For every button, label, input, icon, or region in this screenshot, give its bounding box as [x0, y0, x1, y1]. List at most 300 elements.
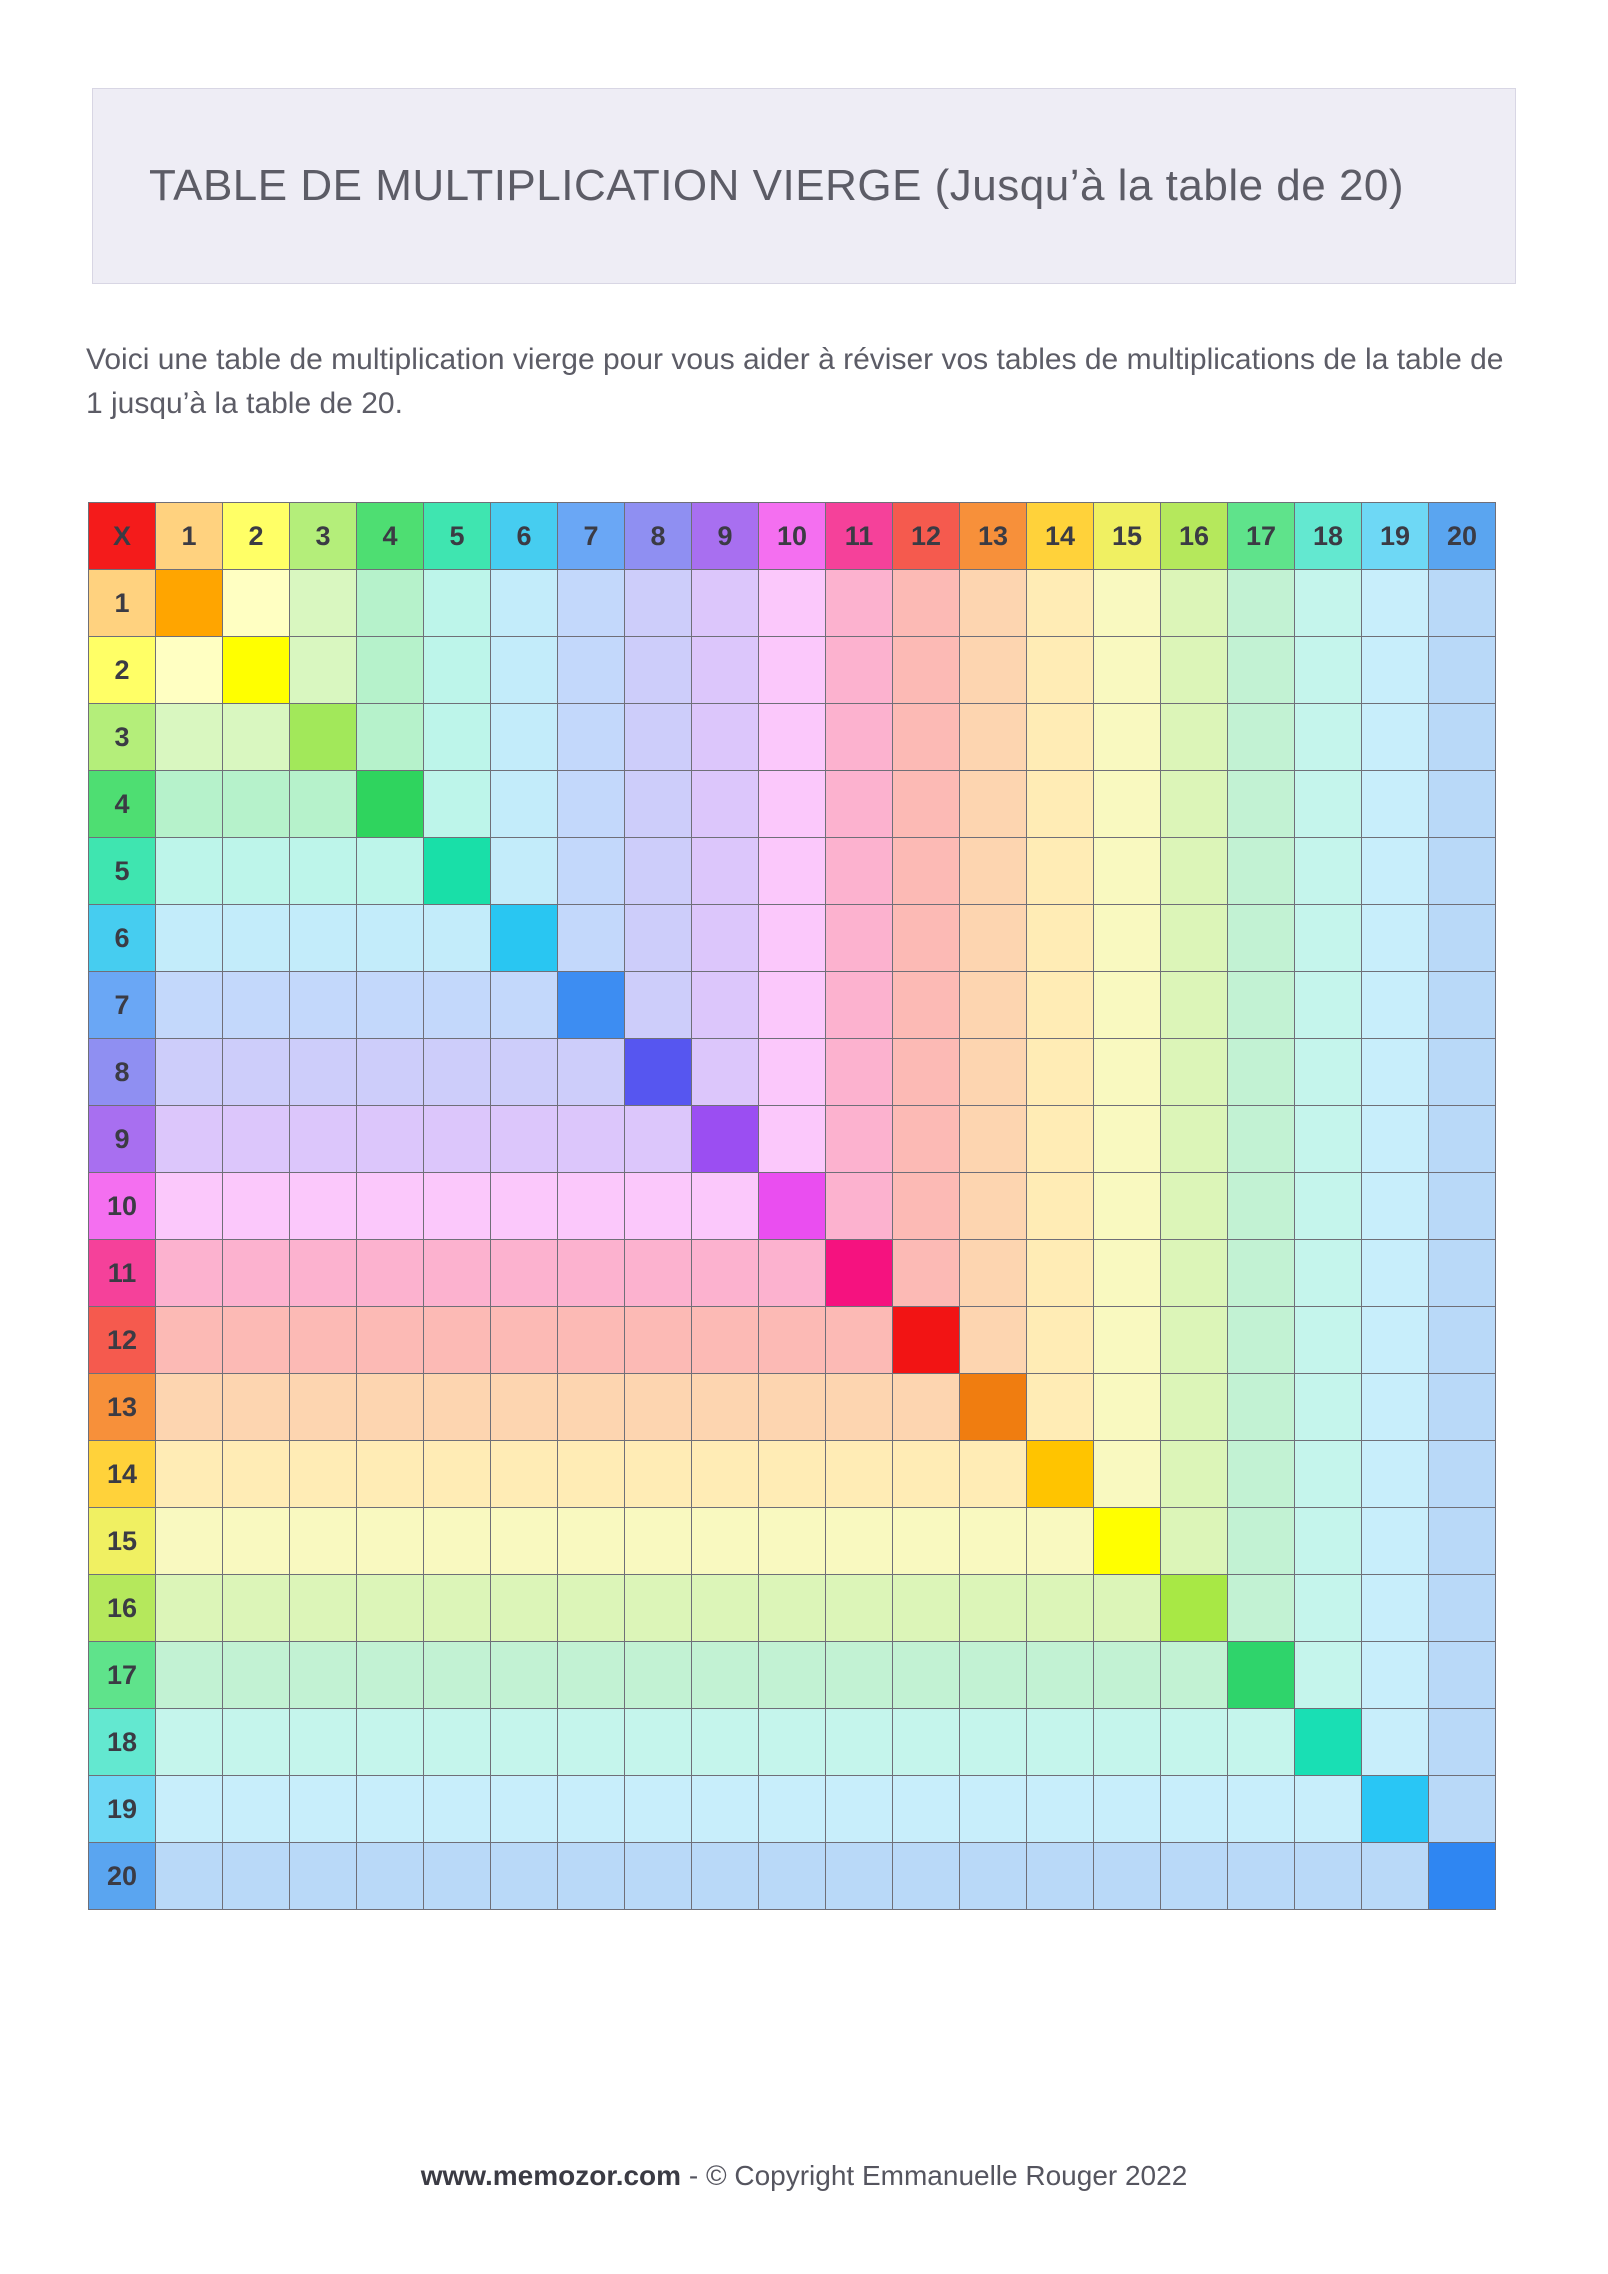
- cell-11x11[interactable]: [826, 1240, 893, 1307]
- cell-3x9[interactable]: [692, 704, 759, 771]
- cell-6x3[interactable]: [290, 905, 357, 972]
- cell-20x7[interactable]: [558, 1843, 625, 1910]
- cell-6x17[interactable]: [1228, 905, 1295, 972]
- cell-3x1[interactable]: [156, 704, 223, 771]
- cell-2x13[interactable]: [960, 637, 1027, 704]
- cell-7x4[interactable]: [357, 972, 424, 1039]
- cell-3x4[interactable]: [357, 704, 424, 771]
- cell-10x10[interactable]: [759, 1173, 826, 1240]
- cell-3x14[interactable]: [1027, 704, 1094, 771]
- cell-17x16[interactable]: [1161, 1642, 1228, 1709]
- cell-6x18[interactable]: [1295, 905, 1362, 972]
- cell-13x15[interactable]: [1094, 1374, 1161, 1441]
- cell-10x20[interactable]: [1429, 1173, 1496, 1240]
- cell-14x12[interactable]: [893, 1441, 960, 1508]
- cell-5x15[interactable]: [1094, 838, 1161, 905]
- cell-4x19[interactable]: [1362, 771, 1429, 838]
- cell-12x19[interactable]: [1362, 1307, 1429, 1374]
- cell-20x18[interactable]: [1295, 1843, 1362, 1910]
- cell-9x18[interactable]: [1295, 1106, 1362, 1173]
- cell-12x16[interactable]: [1161, 1307, 1228, 1374]
- cell-3x7[interactable]: [558, 704, 625, 771]
- cell-10x7[interactable]: [558, 1173, 625, 1240]
- cell-15x2[interactable]: [223, 1508, 290, 1575]
- cell-5x2[interactable]: [223, 838, 290, 905]
- cell-1x8[interactable]: [625, 570, 692, 637]
- cell-7x17[interactable]: [1228, 972, 1295, 1039]
- cell-7x1[interactable]: [156, 972, 223, 1039]
- cell-19x18[interactable]: [1295, 1776, 1362, 1843]
- cell-9x16[interactable]: [1161, 1106, 1228, 1173]
- cell-6x10[interactable]: [759, 905, 826, 972]
- cell-4x12[interactable]: [893, 771, 960, 838]
- cell-16x17[interactable]: [1228, 1575, 1295, 1642]
- cell-1x1[interactable]: [156, 570, 223, 637]
- cell-18x18[interactable]: [1295, 1709, 1362, 1776]
- cell-6x12[interactable]: [893, 905, 960, 972]
- cell-5x8[interactable]: [625, 838, 692, 905]
- cell-10x3[interactable]: [290, 1173, 357, 1240]
- cell-1x4[interactable]: [357, 570, 424, 637]
- cell-14x5[interactable]: [424, 1441, 491, 1508]
- cell-2x5[interactable]: [424, 637, 491, 704]
- cell-20x19[interactable]: [1362, 1843, 1429, 1910]
- cell-19x12[interactable]: [893, 1776, 960, 1843]
- cell-20x16[interactable]: [1161, 1843, 1228, 1910]
- cell-8x2[interactable]: [223, 1039, 290, 1106]
- cell-10x16[interactable]: [1161, 1173, 1228, 1240]
- cell-17x11[interactable]: [826, 1642, 893, 1709]
- cell-17x18[interactable]: [1295, 1642, 1362, 1709]
- cell-8x4[interactable]: [357, 1039, 424, 1106]
- cell-13x13[interactable]: [960, 1374, 1027, 1441]
- cell-14x8[interactable]: [625, 1441, 692, 1508]
- cell-16x4[interactable]: [357, 1575, 424, 1642]
- cell-7x20[interactable]: [1429, 972, 1496, 1039]
- cell-1x2[interactable]: [223, 570, 290, 637]
- cell-15x8[interactable]: [625, 1508, 692, 1575]
- cell-8x3[interactable]: [290, 1039, 357, 1106]
- cell-17x8[interactable]: [625, 1642, 692, 1709]
- cell-15x15[interactable]: [1094, 1508, 1161, 1575]
- cell-2x16[interactable]: [1161, 637, 1228, 704]
- cell-4x13[interactable]: [960, 771, 1027, 838]
- cell-18x7[interactable]: [558, 1709, 625, 1776]
- cell-16x14[interactable]: [1027, 1575, 1094, 1642]
- cell-15x20[interactable]: [1429, 1508, 1496, 1575]
- cell-20x3[interactable]: [290, 1843, 357, 1910]
- cell-20x20[interactable]: [1429, 1843, 1496, 1910]
- cell-14x15[interactable]: [1094, 1441, 1161, 1508]
- cell-16x5[interactable]: [424, 1575, 491, 1642]
- cell-5x11[interactable]: [826, 838, 893, 905]
- cell-12x17[interactable]: [1228, 1307, 1295, 1374]
- cell-13x2[interactable]: [223, 1374, 290, 1441]
- cell-3x15[interactable]: [1094, 704, 1161, 771]
- cell-8x8[interactable]: [625, 1039, 692, 1106]
- cell-11x2[interactable]: [223, 1240, 290, 1307]
- cell-3x13[interactable]: [960, 704, 1027, 771]
- cell-7x8[interactable]: [625, 972, 692, 1039]
- cell-16x15[interactable]: [1094, 1575, 1161, 1642]
- cell-10x1[interactable]: [156, 1173, 223, 1240]
- cell-16x10[interactable]: [759, 1575, 826, 1642]
- cell-14x17[interactable]: [1228, 1441, 1295, 1508]
- cell-3x10[interactable]: [759, 704, 826, 771]
- cell-15x13[interactable]: [960, 1508, 1027, 1575]
- cell-11x7[interactable]: [558, 1240, 625, 1307]
- cell-5x19[interactable]: [1362, 838, 1429, 905]
- cell-8x19[interactable]: [1362, 1039, 1429, 1106]
- cell-4x7[interactable]: [558, 771, 625, 838]
- cell-12x13[interactable]: [960, 1307, 1027, 1374]
- cell-8x1[interactable]: [156, 1039, 223, 1106]
- cell-17x4[interactable]: [357, 1642, 424, 1709]
- cell-9x2[interactable]: [223, 1106, 290, 1173]
- cell-12x3[interactable]: [290, 1307, 357, 1374]
- cell-8x9[interactable]: [692, 1039, 759, 1106]
- cell-13x12[interactable]: [893, 1374, 960, 1441]
- cell-4x14[interactable]: [1027, 771, 1094, 838]
- cell-14x14[interactable]: [1027, 1441, 1094, 1508]
- cell-17x15[interactable]: [1094, 1642, 1161, 1709]
- cell-11x8[interactable]: [625, 1240, 692, 1307]
- cell-11x17[interactable]: [1228, 1240, 1295, 1307]
- cell-1x14[interactable]: [1027, 570, 1094, 637]
- cell-18x15[interactable]: [1094, 1709, 1161, 1776]
- cell-5x18[interactable]: [1295, 838, 1362, 905]
- cell-1x3[interactable]: [290, 570, 357, 637]
- cell-6x13[interactable]: [960, 905, 1027, 972]
- cell-5x16[interactable]: [1161, 838, 1228, 905]
- cell-3x12[interactable]: [893, 704, 960, 771]
- cell-12x9[interactable]: [692, 1307, 759, 1374]
- cell-16x1[interactable]: [156, 1575, 223, 1642]
- cell-18x5[interactable]: [424, 1709, 491, 1776]
- cell-6x2[interactable]: [223, 905, 290, 972]
- cell-11x14[interactable]: [1027, 1240, 1094, 1307]
- cell-6x9[interactable]: [692, 905, 759, 972]
- cell-5x10[interactable]: [759, 838, 826, 905]
- cell-19x9[interactable]: [692, 1776, 759, 1843]
- cell-10x19[interactable]: [1362, 1173, 1429, 1240]
- cell-2x4[interactable]: [357, 637, 424, 704]
- cell-10x9[interactable]: [692, 1173, 759, 1240]
- cell-12x14[interactable]: [1027, 1307, 1094, 1374]
- cell-5x13[interactable]: [960, 838, 1027, 905]
- cell-8x17[interactable]: [1228, 1039, 1295, 1106]
- cell-1x9[interactable]: [692, 570, 759, 637]
- cell-6x8[interactable]: [625, 905, 692, 972]
- cell-9x1[interactable]: [156, 1106, 223, 1173]
- cell-11x12[interactable]: [893, 1240, 960, 1307]
- cell-4x10[interactable]: [759, 771, 826, 838]
- cell-16x11[interactable]: [826, 1575, 893, 1642]
- cell-2x14[interactable]: [1027, 637, 1094, 704]
- cell-17x7[interactable]: [558, 1642, 625, 1709]
- cell-3x6[interactable]: [491, 704, 558, 771]
- cell-20x10[interactable]: [759, 1843, 826, 1910]
- cell-17x20[interactable]: [1429, 1642, 1496, 1709]
- cell-6x20[interactable]: [1429, 905, 1496, 972]
- cell-20x13[interactable]: [960, 1843, 1027, 1910]
- cell-1x7[interactable]: [558, 570, 625, 637]
- cell-10x6[interactable]: [491, 1173, 558, 1240]
- cell-8x7[interactable]: [558, 1039, 625, 1106]
- cell-11x20[interactable]: [1429, 1240, 1496, 1307]
- cell-1x18[interactable]: [1295, 570, 1362, 637]
- cell-7x12[interactable]: [893, 972, 960, 1039]
- cell-2x18[interactable]: [1295, 637, 1362, 704]
- cell-13x6[interactable]: [491, 1374, 558, 1441]
- cell-7x19[interactable]: [1362, 972, 1429, 1039]
- cell-17x17[interactable]: [1228, 1642, 1295, 1709]
- cell-12x7[interactable]: [558, 1307, 625, 1374]
- cell-18x8[interactable]: [625, 1709, 692, 1776]
- cell-7x7[interactable]: [558, 972, 625, 1039]
- cell-13x10[interactable]: [759, 1374, 826, 1441]
- cell-5x3[interactable]: [290, 838, 357, 905]
- cell-10x13[interactable]: [960, 1173, 1027, 1240]
- cell-20x5[interactable]: [424, 1843, 491, 1910]
- cell-1x12[interactable]: [893, 570, 960, 637]
- cell-11x1[interactable]: [156, 1240, 223, 1307]
- cell-19x14[interactable]: [1027, 1776, 1094, 1843]
- cell-13x14[interactable]: [1027, 1374, 1094, 1441]
- cell-12x5[interactable]: [424, 1307, 491, 1374]
- cell-15x5[interactable]: [424, 1508, 491, 1575]
- cell-12x10[interactable]: [759, 1307, 826, 1374]
- cell-7x15[interactable]: [1094, 972, 1161, 1039]
- cell-16x12[interactable]: [893, 1575, 960, 1642]
- cell-19x16[interactable]: [1161, 1776, 1228, 1843]
- cell-6x1[interactable]: [156, 905, 223, 972]
- cell-18x9[interactable]: [692, 1709, 759, 1776]
- cell-8x11[interactable]: [826, 1039, 893, 1106]
- cell-20x15[interactable]: [1094, 1843, 1161, 1910]
- cell-10x15[interactable]: [1094, 1173, 1161, 1240]
- cell-3x8[interactable]: [625, 704, 692, 771]
- cell-1x11[interactable]: [826, 570, 893, 637]
- cell-10x4[interactable]: [357, 1173, 424, 1240]
- cell-13x17[interactable]: [1228, 1374, 1295, 1441]
- cell-8x5[interactable]: [424, 1039, 491, 1106]
- cell-9x6[interactable]: [491, 1106, 558, 1173]
- cell-19x13[interactable]: [960, 1776, 1027, 1843]
- cell-6x16[interactable]: [1161, 905, 1228, 972]
- cell-3x18[interactable]: [1295, 704, 1362, 771]
- cell-2x12[interactable]: [893, 637, 960, 704]
- cell-12x15[interactable]: [1094, 1307, 1161, 1374]
- cell-8x16[interactable]: [1161, 1039, 1228, 1106]
- cell-17x3[interactable]: [290, 1642, 357, 1709]
- cell-4x3[interactable]: [290, 771, 357, 838]
- cell-10x5[interactable]: [424, 1173, 491, 1240]
- cell-7x18[interactable]: [1295, 972, 1362, 1039]
- cell-13x1[interactable]: [156, 1374, 223, 1441]
- cell-14x7[interactable]: [558, 1441, 625, 1508]
- cell-20x11[interactable]: [826, 1843, 893, 1910]
- cell-12x12[interactable]: [893, 1307, 960, 1374]
- cell-15x4[interactable]: [357, 1508, 424, 1575]
- cell-8x6[interactable]: [491, 1039, 558, 1106]
- cell-11x18[interactable]: [1295, 1240, 1362, 1307]
- cell-11x9[interactable]: [692, 1240, 759, 1307]
- cell-18x6[interactable]: [491, 1709, 558, 1776]
- cell-1x5[interactable]: [424, 570, 491, 637]
- cell-14x6[interactable]: [491, 1441, 558, 1508]
- cell-4x20[interactable]: [1429, 771, 1496, 838]
- cell-17x1[interactable]: [156, 1642, 223, 1709]
- cell-19x2[interactable]: [223, 1776, 290, 1843]
- cell-9x8[interactable]: [625, 1106, 692, 1173]
- cell-20x4[interactable]: [357, 1843, 424, 1910]
- cell-15x6[interactable]: [491, 1508, 558, 1575]
- cell-13x20[interactable]: [1429, 1374, 1496, 1441]
- cell-19x1[interactable]: [156, 1776, 223, 1843]
- cell-19x10[interactable]: [759, 1776, 826, 1843]
- cell-2x15[interactable]: [1094, 637, 1161, 704]
- cell-4x16[interactable]: [1161, 771, 1228, 838]
- cell-10x14[interactable]: [1027, 1173, 1094, 1240]
- cell-14x11[interactable]: [826, 1441, 893, 1508]
- cell-14x1[interactable]: [156, 1441, 223, 1508]
- cell-18x16[interactable]: [1161, 1709, 1228, 1776]
- cell-18x10[interactable]: [759, 1709, 826, 1776]
- cell-12x8[interactable]: [625, 1307, 692, 1374]
- cell-6x14[interactable]: [1027, 905, 1094, 972]
- cell-4x4[interactable]: [357, 771, 424, 838]
- cell-20x17[interactable]: [1228, 1843, 1295, 1910]
- cell-19x19[interactable]: [1362, 1776, 1429, 1843]
- cell-10x2[interactable]: [223, 1173, 290, 1240]
- cell-4x9[interactable]: [692, 771, 759, 838]
- cell-4x15[interactable]: [1094, 771, 1161, 838]
- cell-13x8[interactable]: [625, 1374, 692, 1441]
- cell-9x9[interactable]: [692, 1106, 759, 1173]
- cell-1x16[interactable]: [1161, 570, 1228, 637]
- cell-7x2[interactable]: [223, 972, 290, 1039]
- cell-2x8[interactable]: [625, 637, 692, 704]
- cell-15x18[interactable]: [1295, 1508, 1362, 1575]
- cell-18x12[interactable]: [893, 1709, 960, 1776]
- cell-18x3[interactable]: [290, 1709, 357, 1776]
- cell-7x10[interactable]: [759, 972, 826, 1039]
- cell-2x6[interactable]: [491, 637, 558, 704]
- cell-10x11[interactable]: [826, 1173, 893, 1240]
- cell-5x17[interactable]: [1228, 838, 1295, 905]
- cell-18x14[interactable]: [1027, 1709, 1094, 1776]
- cell-7x14[interactable]: [1027, 972, 1094, 1039]
- cell-20x2[interactable]: [223, 1843, 290, 1910]
- cell-5x1[interactable]: [156, 838, 223, 905]
- cell-12x20[interactable]: [1429, 1307, 1496, 1374]
- cell-15x17[interactable]: [1228, 1508, 1295, 1575]
- cell-2x11[interactable]: [826, 637, 893, 704]
- cell-10x12[interactable]: [893, 1173, 960, 1240]
- cell-8x15[interactable]: [1094, 1039, 1161, 1106]
- cell-17x12[interactable]: [893, 1642, 960, 1709]
- cell-16x16[interactable]: [1161, 1575, 1228, 1642]
- cell-16x8[interactable]: [625, 1575, 692, 1642]
- cell-18x17[interactable]: [1228, 1709, 1295, 1776]
- cell-9x15[interactable]: [1094, 1106, 1161, 1173]
- cell-11x6[interactable]: [491, 1240, 558, 1307]
- cell-5x20[interactable]: [1429, 838, 1496, 905]
- cell-2x10[interactable]: [759, 637, 826, 704]
- cell-19x17[interactable]: [1228, 1776, 1295, 1843]
- cell-13x3[interactable]: [290, 1374, 357, 1441]
- cell-13x11[interactable]: [826, 1374, 893, 1441]
- cell-6x4[interactable]: [357, 905, 424, 972]
- cell-15x10[interactable]: [759, 1508, 826, 1575]
- cell-9x19[interactable]: [1362, 1106, 1429, 1173]
- cell-2x2[interactable]: [223, 637, 290, 704]
- cell-13x7[interactable]: [558, 1374, 625, 1441]
- cell-3x3[interactable]: [290, 704, 357, 771]
- cell-5x14[interactable]: [1027, 838, 1094, 905]
- cell-2x9[interactable]: [692, 637, 759, 704]
- cell-7x16[interactable]: [1161, 972, 1228, 1039]
- cell-18x19[interactable]: [1362, 1709, 1429, 1776]
- cell-20x9[interactable]: [692, 1843, 759, 1910]
- cell-14x2[interactable]: [223, 1441, 290, 1508]
- cell-3x2[interactable]: [223, 704, 290, 771]
- cell-3x5[interactable]: [424, 704, 491, 771]
- cell-12x18[interactable]: [1295, 1307, 1362, 1374]
- cell-1x13[interactable]: [960, 570, 1027, 637]
- cell-14x4[interactable]: [357, 1441, 424, 1508]
- cell-1x19[interactable]: [1362, 570, 1429, 637]
- cell-11x15[interactable]: [1094, 1240, 1161, 1307]
- cell-1x10[interactable]: [759, 570, 826, 637]
- cell-6x7[interactable]: [558, 905, 625, 972]
- cell-5x4[interactable]: [357, 838, 424, 905]
- cell-14x3[interactable]: [290, 1441, 357, 1508]
- cell-4x17[interactable]: [1228, 771, 1295, 838]
- cell-19x6[interactable]: [491, 1776, 558, 1843]
- cell-19x4[interactable]: [357, 1776, 424, 1843]
- cell-9x12[interactable]: [893, 1106, 960, 1173]
- cell-5x5[interactable]: [424, 838, 491, 905]
- cell-14x19[interactable]: [1362, 1441, 1429, 1508]
- cell-3x17[interactable]: [1228, 704, 1295, 771]
- cell-16x19[interactable]: [1362, 1575, 1429, 1642]
- cell-17x9[interactable]: [692, 1642, 759, 1709]
- cell-4x8[interactable]: [625, 771, 692, 838]
- cell-7x9[interactable]: [692, 972, 759, 1039]
- cell-9x20[interactable]: [1429, 1106, 1496, 1173]
- cell-4x18[interactable]: [1295, 771, 1362, 838]
- cell-16x3[interactable]: [290, 1575, 357, 1642]
- cell-18x13[interactable]: [960, 1709, 1027, 1776]
- cell-16x18[interactable]: [1295, 1575, 1362, 1642]
- cell-3x11[interactable]: [826, 704, 893, 771]
- cell-19x20[interactable]: [1429, 1776, 1496, 1843]
- cell-20x12[interactable]: [893, 1843, 960, 1910]
- cell-12x1[interactable]: [156, 1307, 223, 1374]
- cell-16x7[interactable]: [558, 1575, 625, 1642]
- cell-17x10[interactable]: [759, 1642, 826, 1709]
- cell-10x18[interactable]: [1295, 1173, 1362, 1240]
- cell-14x18[interactable]: [1295, 1441, 1362, 1508]
- cell-15x1[interactable]: [156, 1508, 223, 1575]
- cell-19x7[interactable]: [558, 1776, 625, 1843]
- cell-15x11[interactable]: [826, 1508, 893, 1575]
- cell-12x2[interactable]: [223, 1307, 290, 1374]
- cell-16x6[interactable]: [491, 1575, 558, 1642]
- cell-15x19[interactable]: [1362, 1508, 1429, 1575]
